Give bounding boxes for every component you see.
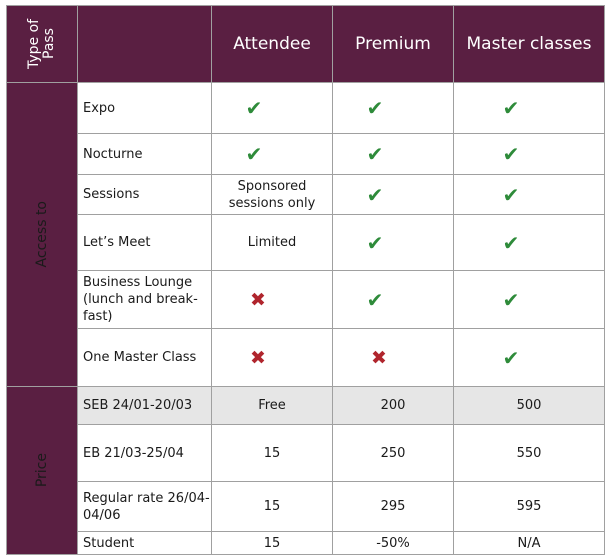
cell-value: 550 [454, 425, 605, 482]
cross-icon: ✖ [250, 288, 266, 311]
type-of-pass-header: Type of Pass [7, 6, 78, 83]
cell-value: 15 [212, 532, 333, 555]
row-label: Student [78, 532, 212, 555]
cell-value [333, 83, 454, 134]
column-header-master-classes: Master classes [454, 6, 605, 83]
table-row [7, 532, 605, 555]
check-icon: ✔ [366, 96, 384, 120]
table-row [7, 134, 605, 175]
cell-value: 15 [212, 425, 333, 482]
cell-value: -50% [333, 532, 454, 555]
row-label: Sessions [78, 175, 212, 215]
check-icon: ✔ [502, 287, 520, 312]
cell-value [212, 83, 333, 134]
row-label: Nocturne [78, 134, 212, 175]
pass-comparison-table [6, 5, 605, 555]
check-icon: ✔ [502, 230, 520, 255]
check-icon: ✔ [502, 96, 520, 120]
cell-value: 500 [454, 387, 605, 425]
cell-value: N/A [454, 532, 605, 555]
row-label: EB 21/03-25/04 [78, 425, 212, 482]
table-row [7, 482, 605, 532]
header-row [7, 6, 605, 83]
cell-value [333, 329, 454, 387]
row-label: Regular rate 26/04-04/06 [78, 482, 212, 532]
row-label: Let’s Meet [78, 215, 212, 271]
cell-value: 200 [333, 387, 454, 425]
check-icon: ✔ [502, 182, 520, 207]
cell-value [454, 215, 605, 271]
check-icon: ✔ [245, 142, 263, 166]
table-row [7, 271, 605, 329]
table-row [7, 83, 605, 134]
price-group-label: Price [7, 387, 78, 555]
header-blank-cell [78, 6, 212, 83]
cell-value [454, 175, 605, 215]
cross-icon: ✖ [371, 346, 387, 369]
table-row [7, 329, 605, 387]
table-row [7, 175, 605, 215]
row-label: SEB 24/01-20/03 [78, 387, 212, 425]
cell-value: Limited [212, 215, 333, 271]
cell-value [454, 83, 605, 134]
row-label: One Master Class [78, 329, 212, 387]
access-to-group-label: Access to [7, 83, 78, 387]
cell-value [454, 271, 605, 329]
check-icon: ✔ [366, 287, 384, 312]
column-header-attendee: Attendee [212, 6, 333, 83]
table-row [7, 215, 605, 271]
cell-value: 295 [333, 482, 454, 532]
cell-value [333, 134, 454, 175]
cell-value: Free [212, 387, 333, 425]
cell-value [454, 329, 605, 387]
table-row [7, 387, 605, 425]
cell-value [333, 215, 454, 271]
cell-value: 595 [454, 482, 605, 532]
cross-icon: ✖ [250, 346, 266, 369]
cell-value [212, 271, 333, 329]
cell-value [454, 134, 605, 175]
column-header-premium: Premium [333, 6, 454, 83]
cell-value [212, 134, 333, 175]
row-label: Expo [78, 83, 212, 134]
check-icon: ✔ [366, 142, 384, 166]
cell-value [333, 271, 454, 329]
cell-value: Sponsored sessions only [212, 175, 333, 215]
check-icon: ✔ [502, 345, 520, 370]
check-icon: ✔ [366, 182, 384, 207]
row-label: Business Lounge (lunch and break-fast) [78, 271, 212, 329]
cell-value: 15 [212, 482, 333, 532]
check-icon: ✔ [366, 230, 384, 255]
cell-value: 250 [333, 425, 454, 482]
check-icon: ✔ [502, 142, 520, 166]
check-icon: ✔ [245, 96, 263, 120]
table-row [7, 425, 605, 482]
cell-value [333, 175, 454, 215]
cell-value [212, 329, 333, 387]
